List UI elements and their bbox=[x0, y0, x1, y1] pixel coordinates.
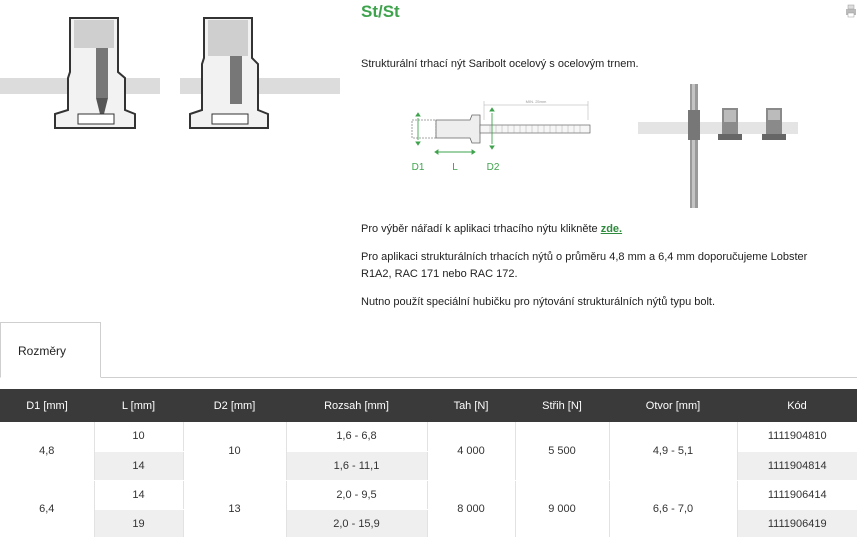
cell-d1: 4,8 bbox=[0, 422, 94, 480]
cell-l: 10 bbox=[94, 422, 183, 451]
recommendation-line-1: Pro aplikaci strukturálních trhacích nýtů o průměru 4,8 mm a 6,4 mm doporučujeme Lobster bbox=[361, 251, 808, 263]
section-title: St/St bbox=[361, 2, 400, 21]
cell-kod: 1111906414 bbox=[737, 480, 857, 509]
tool-selection-link[interactable]: zde. bbox=[600, 223, 623, 235]
header-d1: D1 [mm] bbox=[0, 389, 94, 422]
cell-strih: 9 000 bbox=[515, 480, 609, 537]
dimensions-table bbox=[0, 389, 857, 537]
cell-tah: 8 000 bbox=[427, 480, 515, 537]
cell-d2: 10 bbox=[183, 422, 286, 480]
header-l: L [mm] bbox=[94, 389, 183, 422]
tab-bar bbox=[0, 322, 857, 378]
cell-kod: 1111904814 bbox=[737, 451, 857, 480]
tool-note bbox=[361, 221, 622, 238]
cell-otvor: 6,6 - 7,0 bbox=[609, 480, 737, 537]
header-tah: Tah [N] bbox=[427, 389, 515, 422]
cell-rozsah: 1,6 - 11,1 bbox=[286, 451, 427, 480]
d2-label: D2 bbox=[486, 162, 500, 173]
cell-d2: 13 bbox=[183, 480, 286, 537]
d1-label: D1 bbox=[411, 162, 425, 173]
nozzle-note: Nutno použít speciální hubičku pro nýtování strukturálních nýtů typu bolt. bbox=[361, 296, 716, 308]
cell-otvor: 4,9 - 5,1 bbox=[609, 422, 737, 480]
cell-d1: 6,4 bbox=[0, 480, 94, 537]
cell-rozsah: 2,0 - 9,5 bbox=[286, 480, 427, 509]
tool-note-text: Pro výběr nářadí k aplikaci trhacího nýtu klikněte bbox=[361, 223, 601, 235]
header-kod: Kód bbox=[737, 389, 857, 422]
print-icon[interactable] bbox=[845, 4, 857, 18]
header-otvor: Otvor [mm] bbox=[609, 389, 737, 422]
min-length-label: MIN. 25mm bbox=[525, 99, 547, 104]
table-header-row bbox=[0, 389, 857, 422]
tab-dimensions[interactable]: Rozměry bbox=[0, 322, 101, 378]
cell-l: 14 bbox=[94, 480, 183, 509]
table-row bbox=[0, 480, 857, 509]
header-rozsah: Rozsah [mm] bbox=[286, 389, 427, 422]
cell-kod: 1111904810 bbox=[737, 422, 857, 451]
table-row bbox=[0, 422, 857, 451]
rivet-cross-section-illustration bbox=[0, 10, 340, 135]
cell-rozsah: 2,0 - 15,9 bbox=[286, 509, 427, 537]
product-description: Strukturální trhací nýt Saribolt ocelový s ocelovým trnem. bbox=[361, 58, 639, 70]
cell-kod: 1111906419 bbox=[737, 509, 857, 537]
cell-rozsah: 1,6 - 6,8 bbox=[286, 422, 427, 451]
rivet-installation-illustration bbox=[638, 80, 798, 212]
recommendation-line-2: R1A2, RAC 171 nebo RAC 172. bbox=[361, 268, 518, 280]
header-strih: Střih [N] bbox=[515, 389, 609, 422]
l-label: L bbox=[452, 162, 458, 173]
header-d2: D2 [mm] bbox=[183, 389, 286, 422]
rivet-dimension-drawing bbox=[400, 80, 610, 175]
cell-tah: 4 000 bbox=[427, 422, 515, 480]
cell-l: 14 bbox=[94, 451, 183, 480]
cell-strih: 5 500 bbox=[515, 422, 609, 480]
cell-l: 19 bbox=[94, 509, 183, 537]
